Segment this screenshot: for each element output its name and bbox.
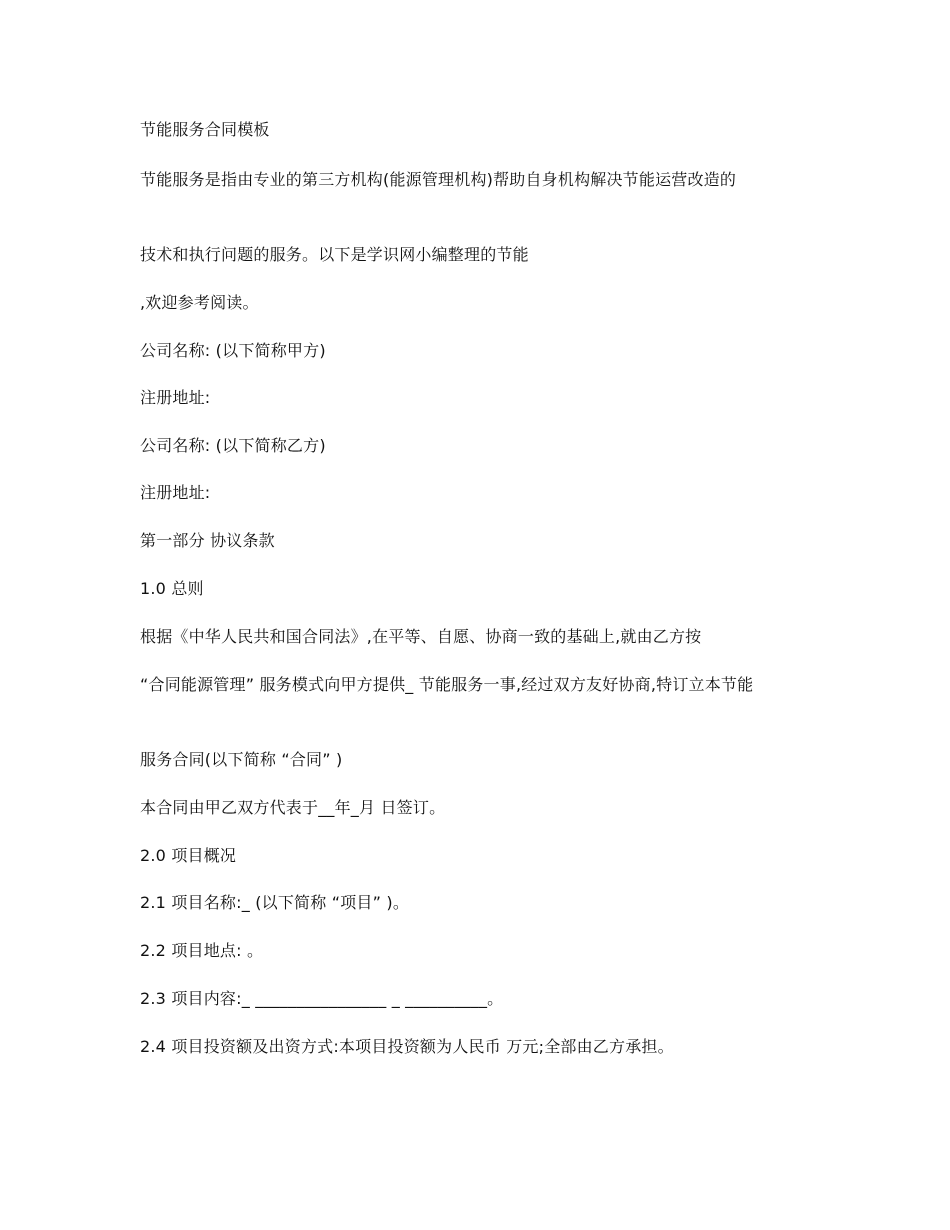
intro-paragraph-end: ,欢迎参考阅读。 xyxy=(140,293,259,312)
project-name-line: 2.1 项目名称:_ (以下简称 “项目” )。 xyxy=(140,893,410,912)
party-b-address: 注册地址: xyxy=(140,483,211,502)
intro-paragraph-continued: 技术和执行问题的服务。以下是学识网小编整理的节能 xyxy=(140,245,529,264)
section-heading-general: 1.0 总则 xyxy=(140,579,204,598)
party-a-company-name: 公司名称: (以下简称甲方) xyxy=(140,341,326,360)
intro-paragraph: 节能服务是指由专业的第三方机构(能源管理机构)帮助自身机构解决节能运营改造的 xyxy=(140,170,737,189)
project-content-line: 2.3 项目内容:_ ________________ _ __________。 xyxy=(140,989,504,1008)
general-clause-end: 服务合同(以下简称 “合同” ) xyxy=(140,750,343,769)
party-b-company-name: 公司名称: (以下简称乙方) xyxy=(140,436,326,455)
project-location-line: 2.2 项目地点: 。 xyxy=(140,941,264,960)
party-a-address: 注册地址: xyxy=(140,388,211,407)
section-heading-part-one: 第一部分 协议条款 xyxy=(140,531,275,550)
project-investment-line: 2.4 项目投资额及出资方式:本项目投资额为人民币 万元;全部由乙方承担。 xyxy=(140,1037,674,1056)
document-title: 节能服务合同模板 xyxy=(140,120,270,139)
signing-date-line: 本合同由甲乙双方代表于__年_月 日签订。 xyxy=(140,798,446,817)
general-clause-paragraph: 根据《中华人民共和国合同法》,在平等、自愿、协商一致的基础上,就由乙方按 xyxy=(140,627,702,646)
general-clause-continued: “合同能源管理” 服务模式向甲方提供_ 节能服务一事,经过双方友好协商,特订立本节能 xyxy=(140,675,754,694)
section-heading-overview: 2.0 项目概况 xyxy=(140,846,237,865)
